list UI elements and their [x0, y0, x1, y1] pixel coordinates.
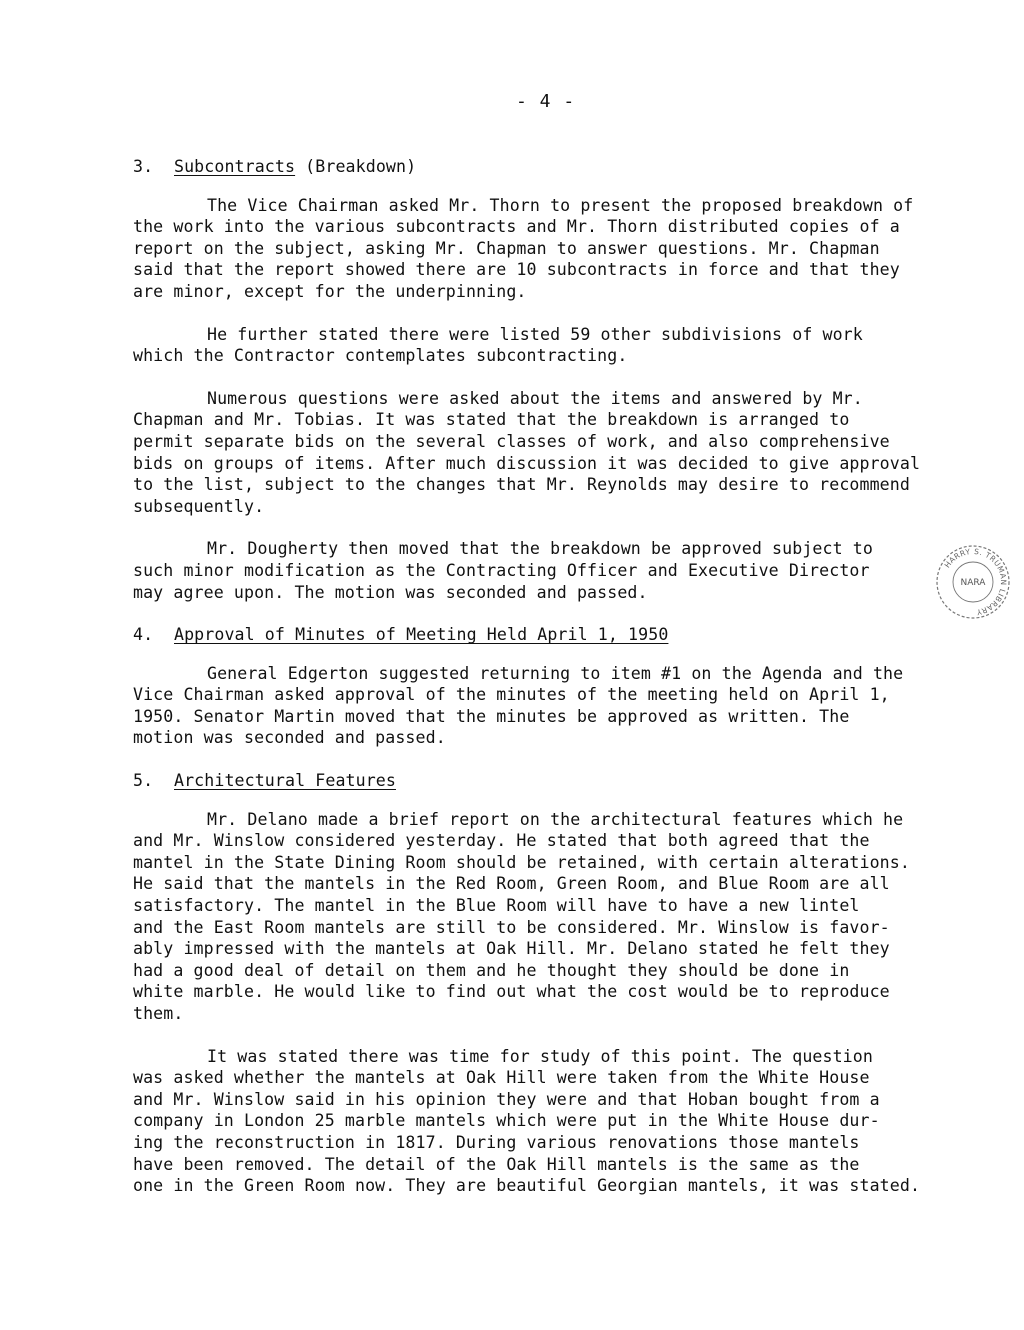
section-heading: [133, 624, 978, 646]
text-line: ing the reconstruction in 1817. During various renovations those mantels: [133, 1132, 860, 1152]
text-line: He further stated there were listed 59 other subdivisions of work: [207, 324, 863, 344]
section-5: [133, 770, 978, 1197]
text-line: Numerous questions were asked about the items and answered by Mr.: [207, 388, 863, 408]
text-line: have been removed. The detail of the Oak Hill mantels is the same as the: [133, 1154, 860, 1174]
stamp-ring-text: HARRY S. TRUMAN LIBRARY: [942, 546, 1009, 617]
text-line: Vice Chairman asked approval of the minutes of the meeting held on April 1,: [133, 685, 890, 705]
text-line: subsequently.: [133, 496, 265, 516]
stamp-label: NARA: [960, 578, 986, 588]
section-heading: [133, 770, 978, 792]
text-line: permit separate bids on the several classes of work, and also comprehensive: [133, 431, 890, 451]
paragraph: [133, 809, 978, 1025]
text-line: ably impressed with the mantels at Oak Hill. Mr. Delano stated he felt they: [133, 939, 890, 959]
text-line: Mr. Dougherty then moved that the breakdown be approved subject to: [207, 539, 873, 559]
text-line: motion was seconded and passed.: [133, 728, 446, 748]
section-title-suffix: (Breakdown): [295, 157, 417, 176]
text-line: was asked whether the mantels at Oak Hill were taken from the White House: [133, 1068, 870, 1088]
text-line: mantel in the State Dining Room should be retained, with certain alterations.: [133, 852, 910, 872]
page-number: - 4 -: [516, 91, 576, 112]
text-line: It was stated there was time for study of this point. The question: [207, 1046, 873, 1066]
text-line: them.: [133, 1004, 184, 1023]
text-line: such minor modification as the Contracting Officer and Executive Director: [133, 560, 870, 580]
text-line: and Mr. Winslow said in his opinion they were and that Hoban bought from a: [133, 1089, 880, 1109]
text-line: one in the Green Room now. They are beautiful Georgian mantels, it was stated.: [133, 1176, 921, 1196]
paragraph: [133, 195, 978, 303]
paragraph: [133, 324, 978, 367]
paragraph: [133, 388, 978, 518]
text-line: He said that the mantels in the Red Room, Green Room, and Blue Room are all: [133, 874, 890, 894]
section-number: 3.: [133, 157, 154, 176]
paragraph: [133, 1046, 978, 1197]
paragraph: [133, 663, 978, 749]
text-line: to the list, subject to the changes that Mr. Reynolds may desire to recommend: [133, 475, 910, 495]
text-line: The Vice Chairman asked Mr. Thorn to present the proposed breakdown of: [207, 195, 914, 215]
text-line: company in London 25 marble mantels which were put in the White House dur-: [133, 1111, 880, 1131]
text-line: Mr. Delano made a brief report on the architectural features which he: [207, 809, 904, 829]
section-number: 5.: [133, 771, 154, 791]
document-body: [133, 156, 978, 1218]
text-line: may agree upon. The motion was seconded and passed.: [133, 582, 648, 602]
text-line: report on the subject, asking Mr. Chapman to answer questions. Mr. Chapman: [133, 238, 880, 258]
text-line: which the Contractor contemplates subcontracting.: [133, 346, 628, 366]
text-line: Chapman and Mr. Tobias. It was stated that the breakdown is arranged to: [133, 410, 850, 430]
text-line: had a good deal of detail on them and he thought they should be done in: [133, 960, 850, 980]
text-line: are minor, except for the underpinning.: [133, 281, 527, 301]
text-line: General Edgerton suggested returning to item #1 on the Agenda and the: [207, 663, 904, 683]
section-4: [133, 624, 978, 749]
text-line: 1950. Senator Martin moved that the minutes be approved as written. The: [133, 706, 850, 726]
text-line: and Mr. Winslow considered yesterday. He stated that both agreed that the: [133, 831, 870, 851]
archive-stamp: [934, 543, 1012, 621]
section-heading: [133, 156, 978, 178]
text-line: bids on groups of items. After much discussion it was decided to give approval: [133, 453, 921, 473]
text-line: satisfactory. The mantel in the Blue Room will have to have a new lintel: [133, 896, 860, 916]
section-title: Architectural Features: [174, 771, 396, 791]
section-3: [133, 156, 978, 603]
text-line: and the East Room mantels are still to be considered. Mr. Winslow is favor-: [133, 917, 890, 937]
section-title: Subcontracts: [174, 157, 296, 176]
section-title: Approval of Minutes of Meeting Held April 1, 1950: [174, 625, 669, 645]
text-line: white marble. He would like to find out what the cost would be to reproduce: [133, 982, 890, 1002]
section-number: 4.: [133, 625, 154, 645]
text-line: said that the report showed there are 10 subcontracts in force and that they: [133, 260, 900, 280]
paragraph: [133, 538, 978, 603]
text-line: the work into the various subcontracts and Mr. Thorn distributed copies of a: [133, 217, 900, 237]
